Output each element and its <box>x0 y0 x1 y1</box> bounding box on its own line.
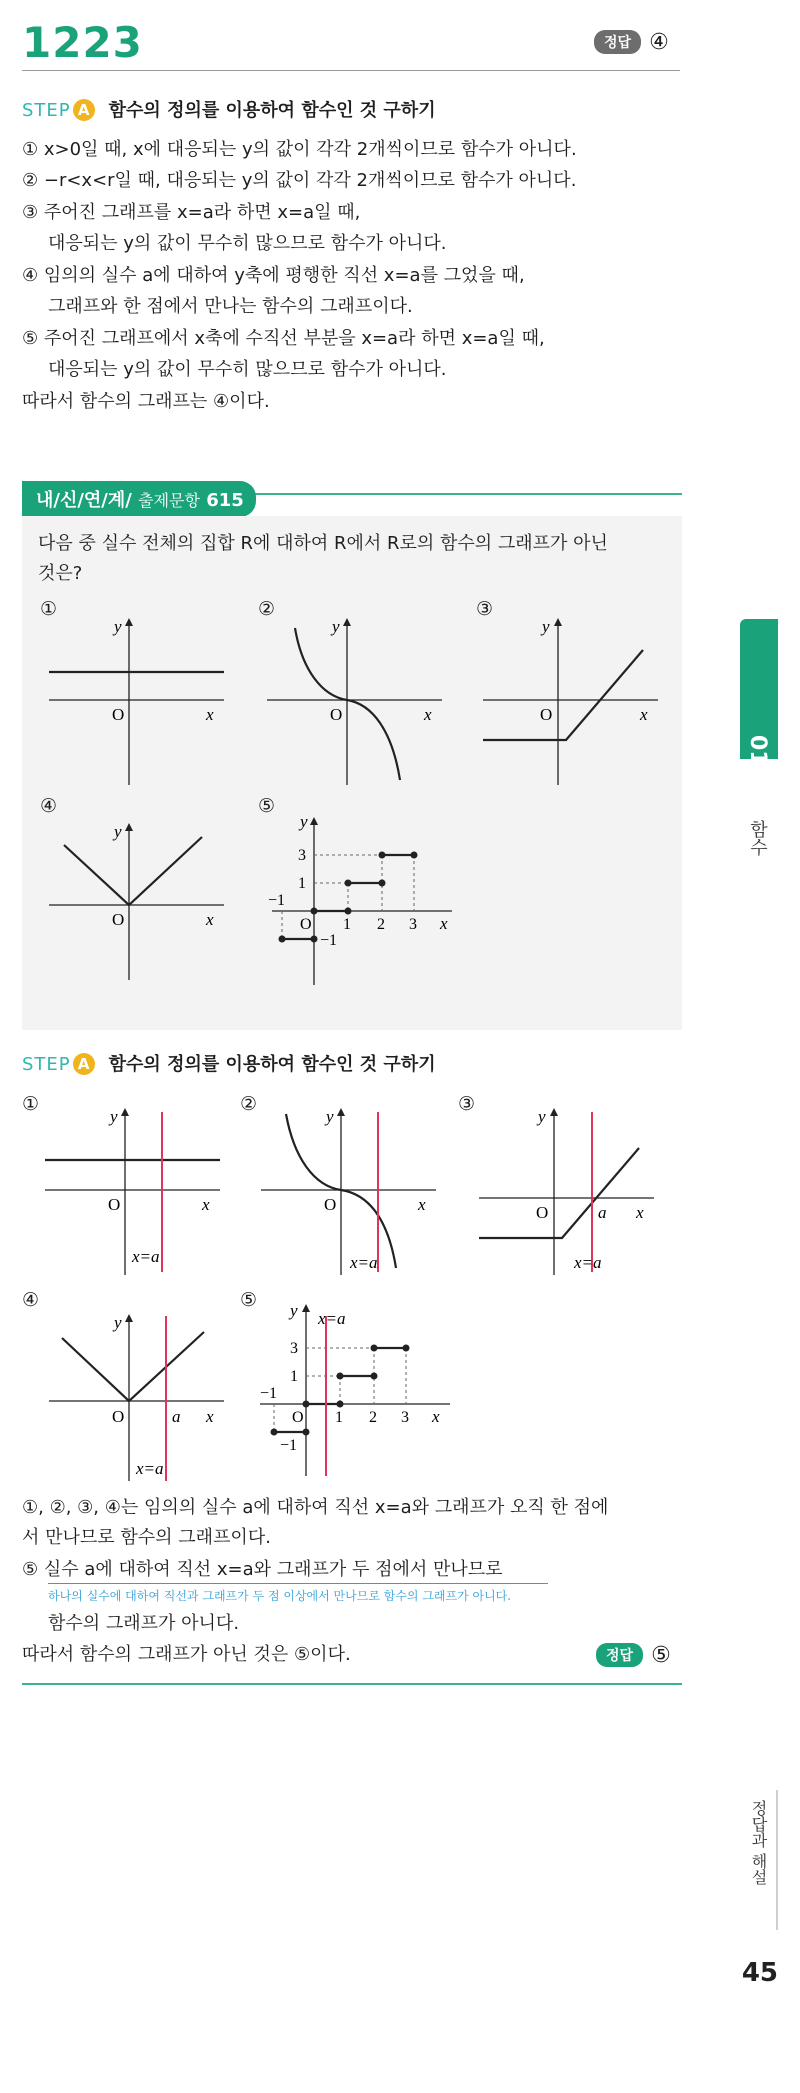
x-label: x <box>640 705 648 724</box>
tick-label-x3: 3 <box>409 916 417 933</box>
solution-line: ③ 주어진 그래프를 x=a라 하면 x=a일 때, <box>22 202 361 223</box>
tick-label-neg1-x: −1 <box>268 892 286 909</box>
choice-label: ② <box>240 1093 258 1115</box>
tick-label-neg1-x: −1 <box>260 1385 278 1402</box>
y-label: y <box>114 617 122 636</box>
y-arrow-icon <box>337 1108 345 1116</box>
graph-decreasing-curve-with-test <box>256 1100 446 1280</box>
solution-line: 대응되는 y의 값이 무수히 많으므로 함수가 아니다. <box>48 359 447 380</box>
note-underline <box>48 1583 548 1584</box>
choice-label: ① <box>40 598 58 620</box>
problem-number: 1223 <box>22 18 143 67</box>
solution-conclusion: 따라서 함수의 그래프는 ④이다. <box>22 391 270 412</box>
test-line-label: x=a <box>350 1253 378 1272</box>
graph-curve <box>479 1148 639 1238</box>
solution-line: ⑤ 주어진 그래프에서 x축에 수직선 부분을 x=a라 하면 x=a일 때, <box>22 328 545 349</box>
y-arrow-icon <box>125 823 133 831</box>
origin-label: O <box>292 1409 304 1426</box>
step-label: STEP <box>22 1054 71 1075</box>
y-arrow-icon <box>121 1108 129 1116</box>
choice-label: ① <box>22 1093 40 1115</box>
exam-tag-sub: 출제문항 <box>138 491 200 510</box>
a-label: a <box>172 1407 181 1426</box>
y-label: y <box>110 1107 118 1126</box>
choice-label: ③ <box>458 1093 476 1115</box>
x-label: x <box>424 705 432 724</box>
test-line-label: x=a <box>136 1459 164 1478</box>
y-label: y <box>114 1313 122 1332</box>
x-label: x <box>202 1195 210 1214</box>
answer-value: ④ <box>649 30 669 55</box>
step-label: STEP <box>22 100 71 121</box>
x-label: x <box>206 1407 214 1426</box>
origin-label: O <box>112 1407 125 1426</box>
side-divider <box>776 1790 778 1930</box>
section-label: 정답과 해설 <box>749 1800 768 1886</box>
chapter-number: 01 <box>745 735 770 766</box>
solution-line: ④ 임의의 실수 a에 대하여 y축에 평행한 직선 x=a를 그었을 때, <box>22 265 525 286</box>
solution-line: 그래프와 한 점에서 만나는 함수의 그래프이다. <box>48 296 413 317</box>
graph-decreasing-curve <box>262 610 452 790</box>
explanation-line: ①, ②, ③, ④는 임의의 실수 a에 대하여 직선 x=a와 그래프가 오직 한 점에 <box>22 1497 609 1518</box>
x-label: x <box>440 914 448 933</box>
step-title: 함수의 정의를 이용하여 함수인 것 구하기 <box>108 100 436 121</box>
y-arrow-icon <box>125 1314 133 1322</box>
graph-absolute-value <box>44 805 234 985</box>
tick-label-3: 3 <box>290 1340 298 1357</box>
tick-label-x2: 2 <box>377 916 385 933</box>
origin-label: O <box>108 1195 121 1214</box>
tick-label-x1: 1 <box>343 916 351 933</box>
choice-label: ④ <box>40 795 58 817</box>
step1-heading <box>22 96 436 122</box>
x-label: x <box>418 1195 426 1214</box>
page-number: 45 <box>741 1958 778 1988</box>
solution-line: 대응되는 y의 값이 무수히 많으므로 함수가 아니다. <box>48 233 447 254</box>
tick-label-neg1-y: −1 <box>320 932 338 949</box>
choice-label: ② <box>258 598 276 620</box>
graph-curve <box>62 1332 204 1401</box>
tick-label-x3: 3 <box>401 1409 409 1426</box>
solution-line: ① x>0일 때, x에 대응되는 y의 값이 각각 2개씩이므로 함수가 아니다. <box>22 139 577 160</box>
test-line-label: x=a <box>318 1309 346 1328</box>
step-badge: A <box>73 99 95 121</box>
x-label: x <box>432 1407 440 1426</box>
step2-heading <box>22 1050 436 1076</box>
test-line-label: x=a <box>574 1253 602 1272</box>
exam-tag <box>22 481 256 517</box>
y-arrow-icon <box>550 1108 558 1116</box>
origin-label: O <box>112 705 125 724</box>
y-arrow-icon <box>554 618 562 626</box>
y-label: y <box>538 1107 546 1126</box>
y-label: y <box>300 812 308 831</box>
choice-label: ⑤ <box>240 1289 258 1311</box>
exam-question-cont: 것은? <box>38 563 83 584</box>
graph-curve <box>64 837 202 905</box>
explanation-line: ⑤ 실수 a에 대하여 직선 x=a와 그래프가 두 점에서 만나므로 <box>22 1559 503 1580</box>
tick-label-3: 3 <box>298 847 306 864</box>
choice-label: ③ <box>476 598 494 620</box>
x-label: x <box>206 705 214 724</box>
top-divider <box>22 70 680 71</box>
y-arrow-icon <box>343 618 351 626</box>
solution-line: ② −r<x<r일 때, 대응되는 y의 값이 각각 2개씩이므로 함수가 아니다. <box>22 170 577 191</box>
choice-label: ⑤ <box>258 795 276 817</box>
x-label: x <box>206 910 214 929</box>
final-answer <box>596 1643 671 1668</box>
chapter-label: 함수 <box>747 820 768 856</box>
answer-label: 정답 <box>594 30 641 54</box>
y-arrow-icon <box>125 618 133 626</box>
origin-label: O <box>536 1203 549 1222</box>
graph-horizontal-line <box>44 610 234 790</box>
explanation-note: 하나의 실수에 대하여 직선과 그래프가 두 점 이상에서 만나므로 함수의 그래프가 아니다. <box>48 1589 512 1603</box>
explanation-line: 서 만나므로 함수의 그래프이다. <box>22 1527 271 1548</box>
y-label: y <box>326 1107 334 1126</box>
a-label: a <box>598 1203 607 1222</box>
graph-step-function-with-test <box>250 1296 470 1486</box>
tick-label-x2: 2 <box>369 1409 377 1426</box>
answer-header <box>594 30 669 55</box>
explanation-line: 함수의 그래프가 아니다. <box>48 1613 240 1634</box>
origin-label: O <box>540 705 553 724</box>
origin-label: O <box>324 1195 337 1214</box>
exam-tag-main: 내/신/연/계/ <box>36 490 132 511</box>
origin-label: O <box>112 910 125 929</box>
tick-label-1: 1 <box>298 875 306 892</box>
graph-step-function <box>262 805 462 995</box>
test-line-label: x=a <box>132 1247 160 1266</box>
y-label: y <box>542 617 550 636</box>
exam-question: 다음 중 실수 전체의 집합 R에 대하여 R에서 R로의 함수의 그래프가 아닌 <box>38 533 608 554</box>
graph-horizontal-line-with-test <box>40 1100 230 1280</box>
final-conclusion: 따라서 함수의 그래프가 아닌 것은 ⑤이다. <box>22 1644 351 1665</box>
choice-label: ④ <box>22 1289 40 1311</box>
tick-label-1: 1 <box>290 1368 298 1385</box>
tick-label-x1: 1 <box>335 1409 343 1426</box>
bottom-rule <box>22 1683 682 1685</box>
tick-label-neg1-y: −1 <box>280 1437 298 1454</box>
x-label: x <box>636 1203 644 1222</box>
graph-ramp-with-test <box>474 1100 664 1280</box>
answer-label: 정답 <box>596 1643 643 1667</box>
graph-absolute-value-with-test <box>44 1296 234 1486</box>
answer-value: ⑤ <box>651 1643 671 1668</box>
origin-label: O <box>300 916 312 933</box>
step-badge: A <box>73 1053 95 1075</box>
graph-ramp <box>478 610 668 790</box>
y-label: y <box>114 822 122 841</box>
y-label: y <box>290 1301 298 1320</box>
graph-curve <box>483 650 643 740</box>
exam-tag-number: 615 <box>206 490 244 511</box>
y-arrow-icon <box>302 1304 310 1312</box>
origin-label: O <box>330 705 343 724</box>
y-arrow-icon <box>310 817 318 825</box>
y-label: y <box>332 617 340 636</box>
step-title: 함수의 정의를 이용하여 함수인 것 구하기 <box>108 1054 436 1075</box>
